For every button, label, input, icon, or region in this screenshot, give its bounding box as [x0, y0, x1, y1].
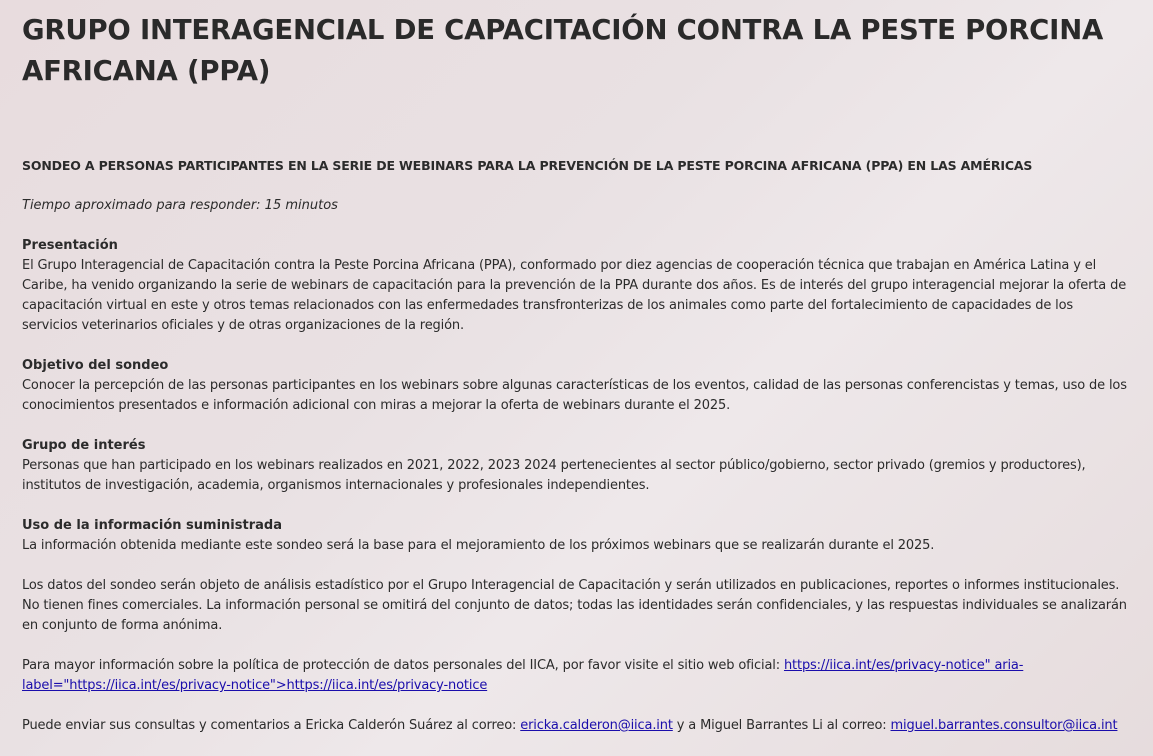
data-usage-paragraph: Los datos del sondeo serán objeto de análisis estadístico por el Grupo Interagencial de Capacitación y serán utilizados en publicaciones, reportes o informes institucionales. No tienen fines comerciales. La información personal se omitirá del conjunto de datos; todas las identidades serán confidenciales, y las respuestas individuales se analizarán en conjunto de forma anónima.	[22, 578, 1127, 633]
time-estimate: Tiempo aproximado para responder: 15 minutos	[22, 198, 338, 213]
section-uso	[22, 516, 1131, 556]
section-heading: Uso de la información suministrada	[22, 518, 282, 533]
section-text: El Grupo Interagencial de Capacitación contra la Peste Porcina Africana (PPA), conformado por diez agencias de cooperación técnica que trabajan en América Latina y el Caribe, ha venido organizando la serie de webinars de capacitación para la prevención de la PPA durante dos años. Es de interés del grupo interagencial mejorar la oferta de capacitación virtual en este y otros temas relacionados con las enfermedades transfronterizas de los animales como parte del fortalecimiento de capacidades de los servicios veterinarios oficiales y de otras organizaciones de la región.	[22, 258, 1127, 333]
section-heading: Presentación	[22, 238, 118, 253]
contact-lead: Puede enviar sus consultas y comentarios a Ericka Calderón Suárez al correo:	[22, 718, 521, 733]
contact-paragraph	[22, 716, 1131, 736]
contact-middle: y a Miguel Barrantes Li al correo:	[672, 718, 891, 733]
page-title: GRUPO INTERAGENCIAL DE CAPACITACIÓN CONTRA LA PESTE PORCINA AFRICANA (PPA)	[22, 14, 1104, 87]
section-text: Conocer la percepción de las personas participantes en los webinars sobre algunas características de los eventos, calidad de las personas conferencistas y temas, uso de los conocimientos presentados e información adicional con miras a mejorar la oferta de webinars durante el 2025.	[22, 378, 1127, 413]
section-text: Personas que han participado en los webinars realizados en 2021, 2022, 2023 2024 pertenecientes al sector público/gobierno, sector privado (gremios y productores), institutos de investigación, academia, organismos internacionales y profesionales independientes.	[22, 458, 1086, 493]
privacy-lead: Para mayor información sobre la política de protección de datos personales del IICA, por favor visite el sitio web oficial:	[22, 658, 784, 673]
section-grupo	[22, 436, 1131, 496]
privacy-notice-link[interactable]: https://iica.int/es/privacy-notice" aria-label="https://iica.int/es/privacy-notice">https://iica.int/es/privacy-notice	[22, 658, 1024, 693]
survey-subtitle: SONDEO A PERSONAS PARTICIPANTES EN LA SERIE DE WEBINARS PARA LA PREVENCIÓN DE LA PESTE PORCINA AFRICANA (PPA) EN LAS AMÉRICAS	[22, 158, 1033, 173]
email-link-ericka[interactable]: ericka.calderon@iica.int	[520, 718, 673, 733]
privacy-paragraph	[22, 656, 1131, 696]
survey-intro-page	[0, 10, 1153, 736]
section-heading: Grupo de interés	[22, 438, 146, 453]
section-text: La información obtenida mediante este sondeo será la base para el mejoramiento de los próximos webinars que se realizarán durante el 2025.	[22, 538, 935, 553]
section-presentacion	[22, 236, 1131, 336]
email-link-miguel[interactable]: miguel.barrantes.consultor@iica.int	[890, 718, 1118, 733]
section-objetivo	[22, 356, 1131, 416]
section-heading: Objetivo del sondeo	[22, 358, 169, 373]
